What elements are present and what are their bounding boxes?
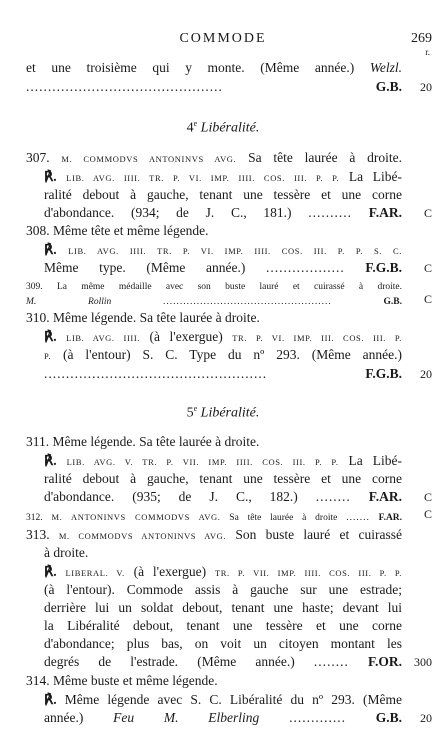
entry-310-line-2 bbox=[44, 329, 402, 346]
reverse-text: La Libé- bbox=[348, 453, 403, 468]
reverse-type: Même type. (Même année.) bbox=[44, 260, 246, 275]
entry-311-line-3: ralité debout à gauche, tenant une tessère et une corne bbox=[44, 471, 402, 486]
entry-308-line-3 bbox=[44, 260, 402, 276]
rarity: C bbox=[423, 261, 432, 275]
entry-313-line-2: à droite. bbox=[44, 545, 89, 560]
module: G.B. bbox=[383, 297, 402, 307]
reverse-symbol: ℟. bbox=[44, 453, 57, 468]
reverse-symbol: ℟. bbox=[44, 329, 57, 344]
reverse-legend: LIB. AVG. V. TR. P. VII. IMP. IIII. COS. III. P. P. bbox=[66, 457, 339, 467]
module: F.G.B. bbox=[365, 260, 403, 275]
entry-313-line-7: d'abondance; plus bas, on voit un citoyen montant les bbox=[44, 636, 402, 651]
reverse-legend-2: TR. P. VI. IMP. III. COS. III. P. bbox=[232, 333, 403, 343]
reverse-legend: LIB. AVG. IIII. TR. P. VI. IMP. IIII. COS. III. P. P. bbox=[66, 173, 340, 183]
obverse-legend: M. ANTONINVS COMMODVS AVG. bbox=[51, 512, 221, 522]
rarity: C bbox=[423, 490, 432, 504]
entry-307-line-1 bbox=[26, 150, 402, 167]
obverse-description: Son buste lauré et cuirassé bbox=[235, 527, 402, 542]
module: G.B. bbox=[375, 79, 402, 94]
entry-307-line-4 bbox=[44, 205, 402, 221]
page-number: 269 bbox=[411, 31, 432, 46]
obverse-legend: M. COMMODVS ANTONINVS AVG. bbox=[61, 154, 237, 164]
reverse-symbol: ℟. bbox=[44, 169, 57, 184]
entry-number: 313. bbox=[26, 527, 50, 542]
entry-number: 309. bbox=[26, 282, 43, 292]
entry-308-line-2 bbox=[44, 242, 402, 259]
section-title-5 bbox=[0, 404, 446, 422]
entry-date: année.) bbox=[44, 710, 84, 725]
entry-310-line-1 bbox=[26, 310, 402, 326]
obverse-description: Même légende. Sa tête laurée à droite. bbox=[52, 434, 260, 449]
leader-dots: .................. bbox=[265, 260, 345, 275]
continued-line-2 bbox=[26, 79, 402, 95]
reverse-legend: LIBERAL. V. bbox=[65, 568, 125, 578]
reverse-text: (à l'entour) S. C. Type du nº 293. (Même année.) bbox=[63, 347, 402, 362]
page-mark: r. bbox=[425, 47, 430, 57]
entry-number: 310. bbox=[26, 310, 50, 325]
module: F.OR. bbox=[368, 654, 403, 669]
reverse-legend: LIB. AVG. IIII. TR. P. VI. IMP. IIII. COS. III. P. P. S. C. bbox=[68, 246, 402, 256]
leader-dots: ............................................. bbox=[26, 79, 223, 94]
entry-311-line-1 bbox=[26, 434, 402, 450]
reverse-legend-2: TR. P. VII. IMP. IIII. COS. III. P. P. bbox=[214, 568, 403, 578]
section-title-4 bbox=[0, 119, 446, 137]
module: F.AR. bbox=[368, 489, 403, 504]
entry-313-line-1 bbox=[26, 527, 402, 544]
entry-date: degrés de l'estrade. (Même année.) bbox=[44, 654, 295, 669]
price: 20 bbox=[420, 80, 432, 94]
price: 20 bbox=[420, 367, 432, 381]
running-head: COMMODE bbox=[179, 31, 267, 46]
entry-311-line-4 bbox=[44, 489, 402, 505]
section-ordinal: e bbox=[193, 404, 198, 413]
entry-314-line-2 bbox=[44, 692, 402, 708]
leader-dots: ................................................... bbox=[44, 366, 268, 381]
leader-dots: ........ bbox=[315, 489, 351, 504]
reverse-symbol: ℟. bbox=[44, 692, 57, 707]
leader-dots: ............. bbox=[289, 710, 346, 725]
entry-307-line-2 bbox=[44, 169, 402, 186]
price: 20 bbox=[420, 711, 432, 725]
leader-dots: .......... bbox=[308, 205, 353, 220]
entry-number: 311. bbox=[26, 434, 50, 449]
collector-name: Feu M. Elberling bbox=[113, 710, 260, 725]
section-number: 4 bbox=[186, 120, 194, 136]
entry-number: 314. bbox=[26, 673, 50, 688]
entry-311-line-2 bbox=[44, 453, 402, 470]
obverse-description: Même légende. Sa tête laurée à droite. bbox=[53, 310, 260, 325]
entry-308-line-1 bbox=[26, 223, 402, 239]
exergue-note: (à l'exergue) bbox=[133, 564, 207, 579]
entry-number: 307. bbox=[26, 150, 50, 165]
obverse-description: Même tête et même légende. bbox=[53, 223, 209, 238]
obverse-description: Même buste et même légende. bbox=[53, 673, 218, 688]
module: F.G.B. bbox=[365, 366, 402, 381]
collector-name: Welzl. bbox=[369, 60, 403, 75]
entry-309-line-1 bbox=[26, 279, 402, 295]
entry-310-line-3 bbox=[44, 347, 402, 364]
continued-text: et une troisième qui y monte. (Même année.) bbox=[26, 60, 355, 75]
entry-date: d'abondance. (934; de J. C., 181.) bbox=[44, 205, 292, 220]
leader-dots: .................................................. bbox=[163, 297, 332, 307]
obverse-description: Sa tête laurée à droite bbox=[229, 513, 338, 523]
rarity: C bbox=[423, 206, 432, 220]
section-number: 5 bbox=[186, 405, 194, 421]
entry-312-line-1 bbox=[26, 509, 402, 526]
entry-310-line-4 bbox=[44, 366, 402, 382]
obverse-legend: M. COMMODVS ANTONINVS AVG. bbox=[58, 531, 227, 541]
collector-name: M. Rollin bbox=[26, 297, 112, 307]
section-ordinal: e bbox=[193, 119, 198, 128]
entry-313-line-3 bbox=[44, 564, 402, 581]
reverse-legend-3: P. bbox=[44, 351, 52, 361]
obverse-description: Sa tête laurée à droite. bbox=[248, 150, 402, 165]
section-word: Libéralité. bbox=[200, 120, 260, 136]
entry-313-line-5: derrière lui un soldat debout, tenant une haste; devant lui bbox=[44, 600, 402, 615]
entry-number: 312. bbox=[26, 513, 43, 523]
section-word: Libéralité. bbox=[200, 405, 260, 421]
leader-dots: ....... bbox=[346, 513, 370, 523]
entry-number: 308. bbox=[26, 223, 50, 238]
module: G.B. bbox=[375, 710, 403, 725]
entry-313-line-6: la Libéralité debout, tenant une tessère et une corne bbox=[44, 618, 402, 633]
price: 300 bbox=[414, 655, 432, 669]
exergue-note: (à l'exergue) bbox=[149, 329, 223, 344]
entry-307-line-3: ralité debout à gauche, tenant une tessère et une corne bbox=[44, 187, 402, 202]
leader-dots: ........ bbox=[313, 654, 349, 669]
reverse-symbol: ℟. bbox=[44, 242, 57, 257]
rarity: C bbox=[423, 292, 432, 306]
entry-date: d'abondance. (935; de J. C., 182.) bbox=[44, 489, 298, 504]
reverse-legend: LIB. AVG. IIII. bbox=[66, 333, 140, 343]
continued-line-1 bbox=[26, 60, 402, 76]
reverse-symbol: ℟. bbox=[44, 564, 57, 579]
entry-313-line-8 bbox=[44, 654, 402, 670]
entry-313-line-4: (à l'entour). Commode assis à gauche sur une estrade; bbox=[44, 582, 402, 597]
module: F.AR. bbox=[378, 513, 403, 523]
module: F.AR. bbox=[368, 205, 403, 220]
entry-314-line-3 bbox=[44, 710, 402, 726]
rarity: C bbox=[423, 507, 432, 521]
reverse-text: Même légende avec S. C. Libéralité du nº 293. (Même bbox=[64, 692, 402, 707]
reverse-text: La Libé- bbox=[348, 169, 402, 184]
entry-description: La même médaille avec son buste lauré et cuirassé à droite. bbox=[56, 282, 402, 292]
entry-309-line-2 bbox=[26, 294, 402, 310]
entry-314-line-1 bbox=[26, 673, 402, 689]
